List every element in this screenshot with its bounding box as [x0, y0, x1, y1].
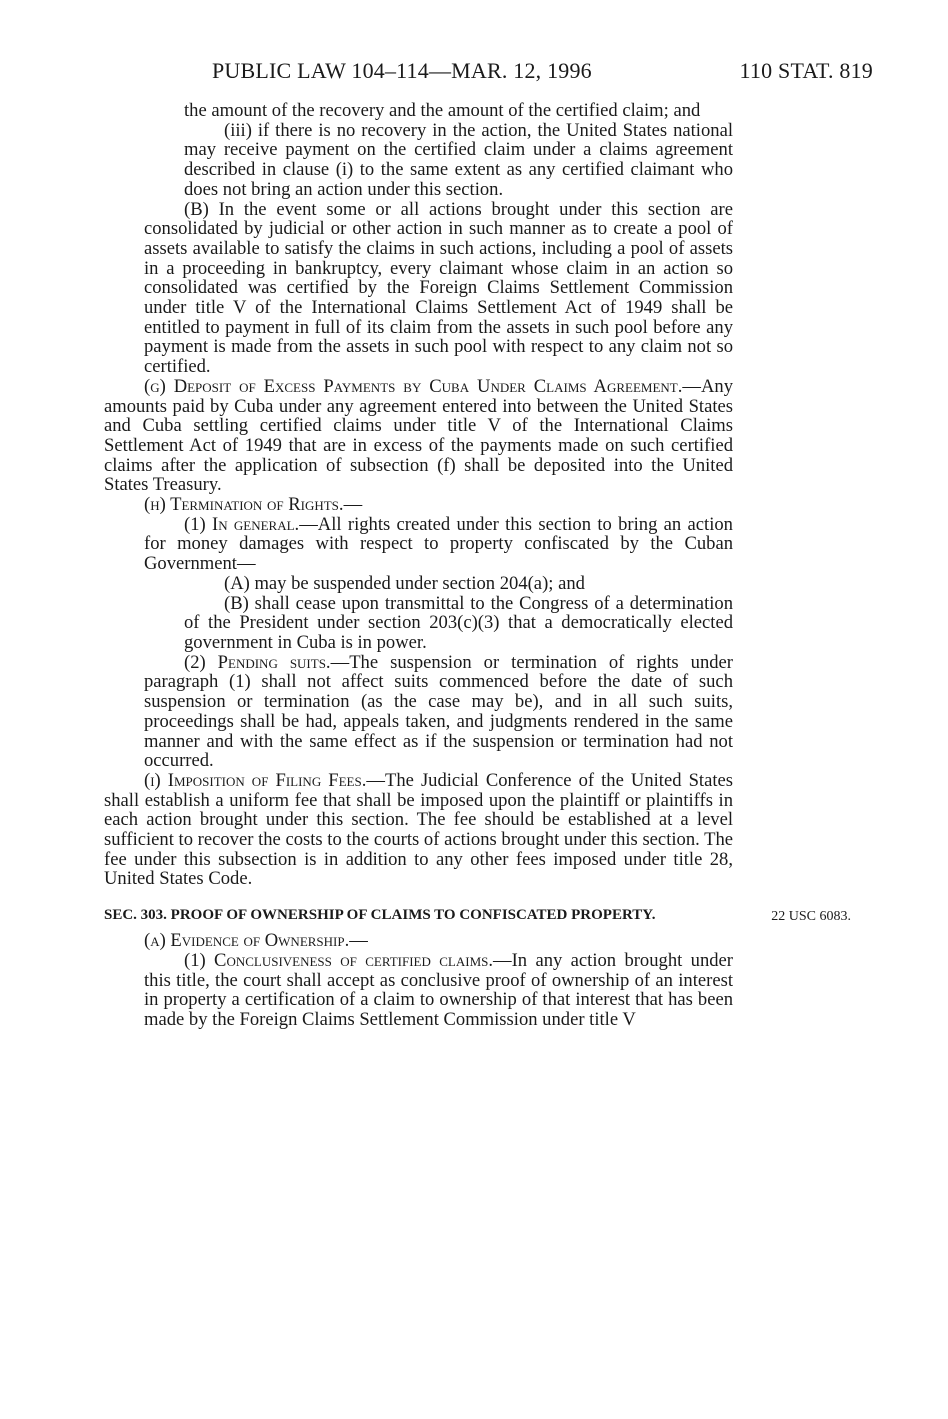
- running-header-title: PUBLIC LAW 104–114—MAR. 12, 1996: [212, 58, 592, 83]
- paragraph-continuation: the amount of the recovery and the amount of the certified claim; and: [184, 100, 701, 121]
- margin-citation: 22 USC 6083.: [771, 909, 851, 925]
- paragraph-a1-text: —In any action brought under this title, the court shall accept as conclusive proof of ownership of an interest in property a certification of a claim to ownership of that interest that has been made by the Foreign Claims Settlement Commission under title V: [144, 949, 733, 1030]
- paragraph-h2-text: —The suspension or termination of rights under paragraph (1) shall not affect suits commenced before the date of such suspension or termination (as the case may be), and in all such suits, proceedings shall be had, appeals taken, and judgments rendered in the same manner and with the same effect as if the suspension or termination had not occurred.: [144, 651, 733, 772]
- section-heading: [104, 906, 851, 925]
- paragraph-h1: [104, 515, 733, 574]
- subsection-g-heading: (g) Deposit of Excess Payments by Cuba Under Claims Agreement.: [144, 375, 683, 397]
- subparagraph-B: (B) In the event some or all actions brought under this section are consolidated by judicial or other action in such manner as to create a pool of assets available to satisfy the claims in such actions, including a pool of assets in a proceeding in bankruptcy, every claimant whose claim in an action so consolidated was certified by the Foreign Claims Settlement Commission under title V of the International Claims Settlement Act of 1949 shall be entitled to payment in full of its claim from the assets in such pool before any payment is made from the assets in such pool with respect to any claim not so certified.: [144, 198, 733, 378]
- paragraph-h1-heading: (1) In general.: [184, 513, 300, 535]
- subsection-i-heading: (i) Imposition of Filing Fees.: [144, 769, 367, 791]
- subsection-h-text: —: [343, 494, 363, 516]
- clause-iii: (iii) if there is no recovery in the action, the United States national may receive payment on the certified claim under a claims agreement described in clause (i) to the same extent as any certified claimant who does not bring an action under this section.: [184, 119, 733, 200]
- subsection-i: [104, 771, 733, 889]
- subsection-g: [104, 377, 733, 495]
- paragraph-h1-text: —All rights created under this section to bring an action for money damages with respect to property confiscated by the Cuban Government—: [144, 513, 733, 575]
- page-body: [104, 100, 851, 1030]
- subsection-a-heading: (a) Evidence of Ownership.: [144, 930, 350, 952]
- subparagraph-hB: (B) shall cease upon transmittal to the Congress of a determination of the President under section 203(c)(3) that a democratically elected government in Cuba is in power.: [184, 592, 733, 653]
- paragraph-h2: [104, 653, 733, 771]
- paragraph-a1: [104, 951, 733, 1030]
- subsection-i-text: —The Judicial Conference of the United States shall establish a uniform fee that shall be imposed upon the plaintiff or plaintiffs in each action brought under this section. The fee should be established at a level sufficient to recover the costs to the courts of actions brought under this section. The fee under this subsection is in addition to any other fees imposed under title 28, United States Code.: [104, 769, 733, 890]
- subsection-h-heading: (h) Termination of Rights.: [144, 494, 344, 516]
- subsection-a: [104, 931, 733, 951]
- section-heading-text: SEC. 303. PROOF OF OWNERSHIP OF CLAIMS TO CONFISCATED PROPERTY.: [104, 907, 656, 924]
- subsection-h: [104, 495, 733, 515]
- running-header-stat-page: 110 STAT. 819: [739, 58, 873, 83]
- paragraph-h2-heading: (2) Pending suits.: [184, 651, 331, 673]
- subsection-a-text: —: [349, 930, 368, 952]
- subsection-g-text: —Any amounts paid by Cuba under any agreement entered into between the United States and Cuba settling certified claims under title V of the International Claims Settlement Act of 1949 that are in excess of the payments made on such certified claims after the application of subsection (f) shall be deposited into the United States Treasury.: [104, 375, 733, 496]
- subparagraph-hA: (A) may be suspended under section 204(a); and: [224, 572, 585, 594]
- paragraph-a1-heading: (1) Conclusiveness of certified claims.: [184, 949, 494, 971]
